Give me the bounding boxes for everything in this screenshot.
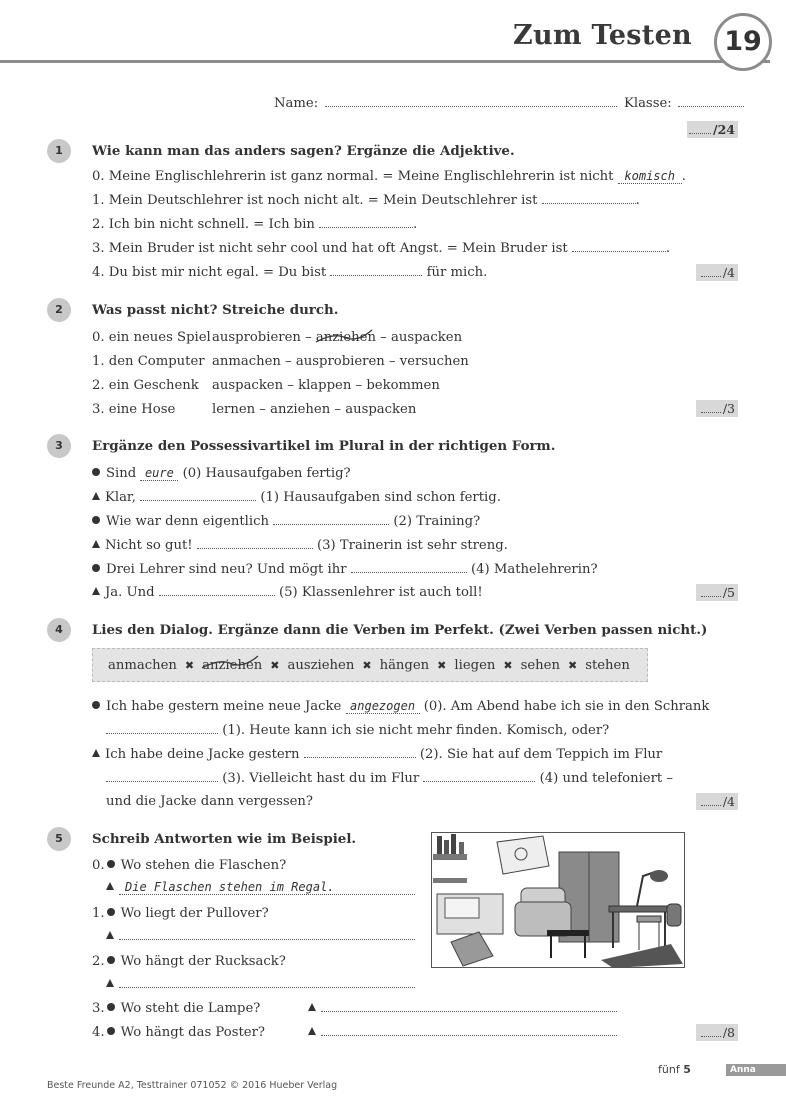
- task2-word[interactable]: ausprobieren: [212, 330, 301, 345]
- unit-number-badge: 19: [714, 13, 772, 71]
- task-number-2: 2: [47, 298, 71, 322]
- task4-score-box[interactable]: /4: [696, 793, 738, 810]
- task3-blank-3[interactable]: [197, 548, 313, 549]
- task5-blank-1[interactable]: [119, 939, 415, 940]
- cross-icon: ✖: [362, 659, 372, 672]
- room-illustration: [431, 832, 685, 968]
- task1-blank-3[interactable]: [572, 251, 666, 252]
- triangle-icon: [106, 931, 114, 939]
- cross-icon: ✖: [270, 659, 280, 672]
- triangle-icon: [92, 492, 100, 500]
- task4-blank-3[interactable]: [106, 781, 218, 782]
- task2-word[interactable]: auspacken: [390, 330, 463, 345]
- task3-blank-5[interactable]: [159, 595, 275, 596]
- word-box-item[interactable]: hängen: [379, 658, 430, 673]
- task2-score-box[interactable]: /3: [696, 400, 738, 417]
- task3-blank-4[interactable]: [351, 572, 467, 573]
- task5-question-3: 3. Wo steht die Lampe?: [92, 1001, 261, 1016]
- task1-line-4: 4. Du bist mir nicht egal. = Du bist für mich.: [92, 265, 488, 280]
- task2-word[interactable]: anziehen: [270, 402, 331, 417]
- bullet-icon: [107, 860, 115, 868]
- triangle-icon: [308, 1003, 316, 1011]
- task4-line-1: Ich habe gestern meine neue Jacke angezogen (0). Am Abend habe ich sie in den Schrank: [92, 699, 709, 714]
- task5-blank-3[interactable]: [321, 1011, 617, 1012]
- page-title: Zum Testen: [513, 20, 692, 51]
- task5-answer-0: Die Flaschen stehen im Regal.: [119, 880, 415, 895]
- name-field[interactable]: [274, 96, 617, 111]
- task1-line-0: 0. Meine Englischlehrerin ist ganz normal. = Meine Englischlehrerin ist nicht komisch .: [92, 169, 686, 184]
- task5-score-blank[interactable]: [701, 1036, 721, 1037]
- word-box-item[interactable]: stehen: [585, 658, 630, 673]
- task1-score-blank[interactable]: [701, 276, 721, 277]
- total-score-blank[interactable]: [689, 133, 711, 134]
- task2-word[interactable]: anmachen: [212, 354, 281, 369]
- triangle-icon: [92, 749, 100, 757]
- task4-blank-2[interactable]: [304, 757, 416, 758]
- task4-line-5: und die Jacke dann vergessen?: [106, 794, 313, 809]
- triangle-icon: [92, 540, 100, 548]
- task-number-4: 4: [47, 618, 71, 642]
- task4-blank-4[interactable]: [423, 781, 535, 782]
- name-label: Name:: [274, 96, 319, 111]
- task-instruction-2: Was passt nicht? Streiche durch.: [92, 302, 339, 318]
- task2-row-2: 2. ein Geschenk auspacken – klappen – bekommen: [92, 378, 440, 393]
- word-box-item[interactable]: sehen: [520, 658, 560, 673]
- bullet-icon: [107, 908, 115, 916]
- task3-line-4: Drei Lehrer sind neu? Und mögt ihr (4) Mathelehrerin?: [92, 562, 598, 577]
- task5-answer-line-3: [308, 1001, 617, 1016]
- task5-question-2: 2. Wo hängt der Rucksack?: [92, 954, 286, 969]
- task-number-5: 5: [47, 827, 71, 851]
- task4-score-blank[interactable]: [701, 805, 721, 806]
- task-instruction-1: Wie kann man das anders sagen? Ergänze die Adjektive.: [92, 143, 515, 159]
- task4-line-4: (3). Vielleicht hast du im Flur (4) und telefoniert –: [106, 771, 673, 786]
- cross-icon: ✖: [567, 659, 578, 672]
- task4-line-3: Ich habe deine Jacke gestern (2). Sie hat auf dem Teppich im Flur: [92, 747, 662, 762]
- bullet-icon: [92, 701, 100, 709]
- task3-score-blank[interactable]: [701, 596, 721, 597]
- task3-line-0: Sind eure (0) Hausaufgaben fertig?: [92, 466, 351, 481]
- task3-blank-2[interactable]: [273, 524, 389, 525]
- triangle-icon: [308, 1027, 316, 1035]
- task-instruction-4: Lies den Dialog. Ergänze dann die Verben im Perfekt. (Zwei Verben passen nicht.): [92, 622, 708, 638]
- task1-line-2: 2. Ich bin nicht schnell. = Ich bin .: [92, 217, 418, 232]
- bullet-icon: [92, 516, 100, 524]
- task1-answer-0: komisch: [618, 169, 682, 184]
- name-tab: Anna: [726, 1064, 786, 1076]
- cross-icon: ✖: [503, 659, 513, 672]
- task5-answer-line-4: [308, 1025, 617, 1040]
- task2-word[interactable]: auspacken: [345, 402, 417, 417]
- task2-word[interactable]: klappen: [298, 378, 352, 393]
- bullet-icon: [107, 1003, 115, 1011]
- task2-row-0: 0. ein neues Spielausprobieren – anziehen – auspacken: [92, 330, 462, 345]
- strike-mark: [200, 654, 260, 674]
- word-box-item[interactable]: ausziehen: [287, 658, 355, 673]
- triangle-icon: [92, 587, 100, 595]
- task2-word[interactable]: ausprobieren: [295, 354, 385, 369]
- cross-icon: ✖: [437, 659, 447, 672]
- task2-struck-word[interactable]: anziehen: [316, 330, 376, 345]
- task5-question-0: 0. Wo stehen die Flaschen?: [92, 858, 287, 873]
- bullet-icon: [92, 468, 100, 476]
- bullet-icon: [107, 956, 115, 964]
- task3-line-3: Nicht so gut! (3) Trainerin ist sehr streng.: [92, 538, 508, 553]
- task3-blank-1[interactable]: [140, 500, 256, 501]
- task4-answer-0: angezogen: [346, 699, 420, 714]
- task5-answer-line-2: [106, 977, 415, 992]
- task-number-3: 3: [47, 434, 71, 458]
- task1-line-1: 1. Mein Deutschlehrer ist noch nicht alt. = Mein Deutschlehrer ist .: [92, 193, 640, 208]
- word-box-item[interactable]: anmachen: [108, 658, 177, 673]
- bullet-icon: [92, 564, 100, 572]
- task5-blank-4[interactable]: [321, 1035, 617, 1036]
- task3-answer-0: eure: [140, 466, 178, 481]
- task5-score-box[interactable]: /8: [696, 1024, 738, 1041]
- name-blank[interactable]: [325, 106, 617, 107]
- task4-blank-1[interactable]: [106, 733, 218, 734]
- task2-word[interactable]: auspacken: [212, 378, 284, 393]
- class-label: Klasse:: [624, 96, 672, 111]
- page-number: fünf 5: [658, 1063, 691, 1076]
- word-box: [92, 648, 648, 682]
- task5-question-1: 1. Wo liegt der Pullover?: [92, 906, 269, 921]
- task2-word[interactable]: lernen: [212, 402, 256, 417]
- total-score: /24: [713, 122, 735, 137]
- task2-score-blank[interactable]: [701, 412, 721, 413]
- class-field[interactable]: [624, 96, 744, 111]
- task3-score-box[interactable]: /5: [696, 584, 738, 601]
- task2-word[interactable]: bekommen: [366, 378, 440, 393]
- task3-line-2: Wie war denn eigentlich (2) Training?: [92, 514, 480, 529]
- task3-line-1: Klar, (1) Hausaufgaben sind schon fertig.: [92, 490, 501, 505]
- class-blank[interactable]: [678, 106, 744, 107]
- task1-score-box[interactable]: /4: [696, 264, 738, 281]
- task4-line-2: (1). Heute kann ich sie nicht mehr finden. Komisch, oder?: [106, 723, 609, 738]
- task-number-1: 1: [47, 139, 71, 163]
- task5-blank-2[interactable]: [119, 987, 415, 988]
- task5-question-4: 4. Wo hängt das Poster?: [92, 1025, 265, 1040]
- word-box-item-struck[interactable]: anziehen: [202, 649, 262, 683]
- task1-blank-1[interactable]: [542, 203, 636, 204]
- triangle-icon: [106, 882, 114, 890]
- copyright-footer: Beste Freunde A2, Testtrainer 071052 © 2016 Hueber Verlag: [47, 1080, 338, 1091]
- task-instruction-3: Ergänze den Possessivartikel im Plural in der richtigen Form.: [92, 438, 556, 454]
- cross-icon: ✖: [184, 659, 195, 672]
- header-rule: [0, 60, 770, 63]
- task1-line-3: 3. Mein Bruder ist nicht sehr cool und hat oft Angst. = Mein Bruder ist .: [92, 241, 671, 256]
- word-box-item[interactable]: liegen: [454, 658, 496, 673]
- task-instruction-5: Schreib Antworten wie im Beispiel.: [92, 831, 357, 847]
- task1-blank-4[interactable]: [330, 275, 422, 276]
- task3-line-5: Ja. Und (5) Klassenlehrer ist auch toll!: [92, 585, 483, 600]
- bullet-icon: [107, 1027, 115, 1035]
- strike-mark: [314, 328, 374, 348]
- triangle-icon: [106, 979, 114, 987]
- task5-answer-line-0: [106, 880, 415, 895]
- total-score-box[interactable]: [687, 121, 738, 138]
- task2-word[interactable]: versuchen: [399, 354, 469, 369]
- task1-blank-2[interactable]: [319, 227, 413, 228]
- task2-row-3: 3. eine Hose lernen – anziehen – auspacken: [92, 402, 417, 417]
- task2-row-1: 1. den Computer anmachen – ausprobieren – versuchen: [92, 354, 469, 369]
- task5-answer-line-1: [106, 929, 415, 944]
